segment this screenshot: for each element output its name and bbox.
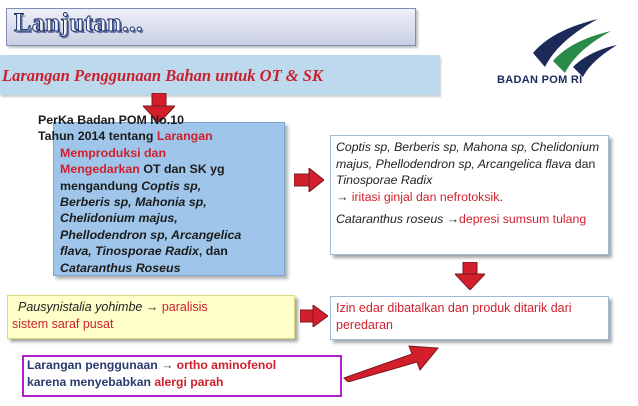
regulation-line-2 xyxy=(36,128,281,144)
yohimbe-text xyxy=(12,299,290,333)
regulation-line-3: Memproduksi dan xyxy=(60,145,167,160)
regulation-line-8: Phellodendron sp, Arcangelica xyxy=(60,227,242,242)
regulation-text-segment: mengandung xyxy=(60,178,142,193)
regulation-text-segment: OT dan SK yg xyxy=(139,162,225,177)
note-text-segment: karena menyebabkan xyxy=(27,374,155,389)
species-name: Tinosporae Radix xyxy=(336,173,433,187)
slide-title: Lanjutan... xyxy=(14,8,144,37)
regulation-line-4 xyxy=(36,161,281,177)
right-arrow-icon xyxy=(300,305,328,327)
species-name: Cataranthus roseus xyxy=(336,212,447,226)
regulation-species: flava, Tinosporae Radix xyxy=(60,244,199,259)
regulation-text-highlight: Larangan xyxy=(156,129,213,144)
regulation-line-10: Cataranthus Roseus xyxy=(60,260,181,275)
effect-text: paralisis xyxy=(161,300,208,314)
regulation-text-segment: Tahun 2014 tentang xyxy=(38,129,157,144)
regulation-text-segment: , dan xyxy=(198,244,228,259)
arrow-right-icon: → xyxy=(446,212,460,226)
note-text xyxy=(27,357,337,390)
effect-text: depresi sumsum tulang xyxy=(459,212,587,226)
chemical-name: ortho aminofenol xyxy=(173,358,277,372)
species-name: Pausynistalia yohimbe xyxy=(18,300,143,314)
subtitle: Larangan Penggunaan Bahan untuk OT & SK xyxy=(2,66,323,85)
effects-paragraph-2 xyxy=(336,211,604,228)
effects-text-segment: . xyxy=(499,189,503,204)
regulation-text-highlight: Mengedarkan xyxy=(60,162,140,177)
diagonal-arrow-icon xyxy=(342,340,442,382)
regulation-line-7: Chelidonium majus, xyxy=(60,211,178,226)
effect-text: iritasi ginjal dan nefrotoksik xyxy=(351,189,500,204)
regulation-line-6: Berberis sp, Mahonia sp, xyxy=(60,195,207,210)
arrow-right-icon: → xyxy=(161,358,174,372)
note-text-segment: Larangan penggunaan xyxy=(27,358,162,372)
regulation-line-5 xyxy=(36,178,281,194)
arrow-right-icon: → xyxy=(142,300,162,314)
right-arrow-icon xyxy=(294,168,324,192)
regulation-species: Coptis sp, xyxy=(141,178,202,193)
effects-text-segment: dan xyxy=(571,156,596,171)
arrow-right-icon: → xyxy=(336,189,352,204)
down-arrow-icon xyxy=(455,262,485,290)
effects-text xyxy=(336,139,604,228)
result-text: Izin edar dibatalkan dan produk ditarik dari peredaran xyxy=(336,301,572,332)
effect-text: alergi parah xyxy=(154,374,224,389)
regulation-line-1: PerKa Badan POM No.10 xyxy=(38,113,184,127)
effects-paragraph-1 xyxy=(336,139,604,205)
regulation-text xyxy=(36,112,281,276)
species-list: Coptis sp, Berberis sp, Mahona sp, Chelidonium majus, Phellodendron sp, Arcangelica flava xyxy=(336,140,600,171)
regulation-line-9 xyxy=(36,243,281,259)
logo-text: BADAN POM RI xyxy=(497,74,583,86)
effect-text: sistem saraf pusat xyxy=(12,317,114,331)
